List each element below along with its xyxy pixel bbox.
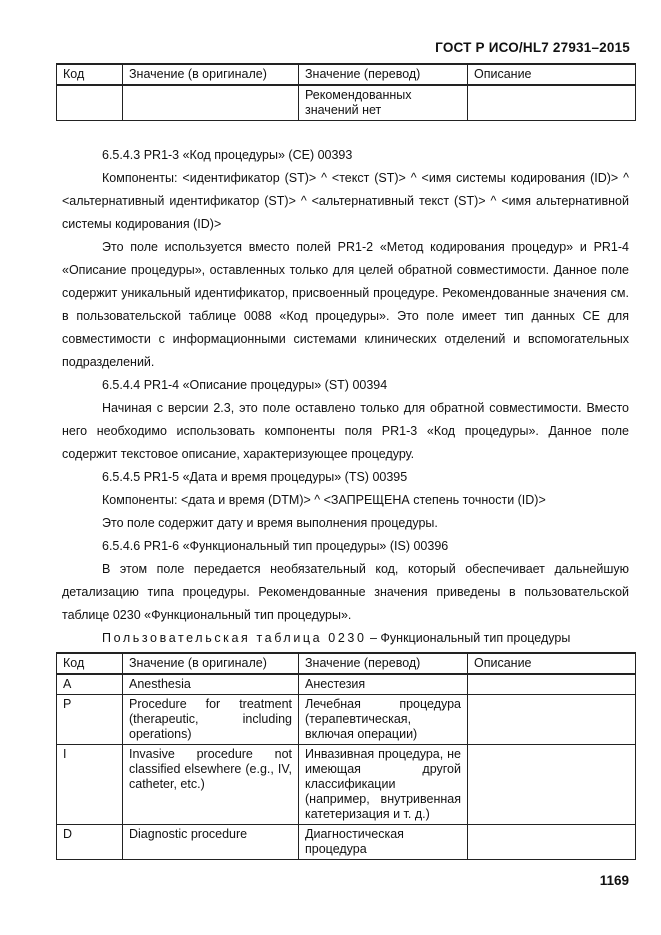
table-row: [57, 695, 636, 745]
table-caption-dash: –: [366, 631, 381, 645]
table-caption-prefix: Пользовательская таблица 0230: [102, 631, 367, 645]
column-header-translation: Значение (перевод): [299, 64, 468, 85]
cell-description: [468, 85, 636, 121]
cell-original: Anesthesia: [123, 674, 299, 695]
cell-translation: Рекомендованных значений нет: [299, 85, 468, 121]
cell-translation: Диагностическая процедура: [299, 825, 468, 860]
paragraph: Начиная с версии 2.3, это поле оставлено только для обратной совместимости. Вместо него необходимо использовать компоненты поля PR1-3 «Код процедуры». Данное поле содержит текстовое описание, характеризующее процедуру.: [62, 401, 629, 461]
section-heading-pr1-4: 6.5.4.4 PR1-4 «Описание процедуры» (ST) 00394: [102, 378, 388, 392]
cell-original: [123, 85, 299, 121]
cell-code: P: [57, 695, 123, 745]
cell-translation: Анестезия: [299, 674, 468, 695]
cell-original: Diagnostic procedure: [123, 825, 299, 860]
column-header-original: Значение (в оригинале): [123, 64, 299, 85]
body-text: [62, 144, 629, 650]
table-row: [57, 825, 636, 860]
table-header-row: [57, 64, 636, 85]
table-caption: [62, 627, 629, 650]
cell-translation: Лечебная процедура (терапевтическая, включая операции): [299, 695, 468, 745]
column-header-description: Описание: [468, 653, 636, 674]
paragraph: Компоненты: <дата и время (DTM)> ^ <ЗАПРЕЩЕНА степень точности (ID)>: [102, 493, 546, 507]
table-0230: [56, 652, 636, 860]
cell-code: I: [57, 745, 123, 825]
cell-description: [468, 674, 636, 695]
paragraph: В этом поле передается необязательный код, который обеспечивает дальнейшую детализацию типа процедуры. Рекомендованные значения приведены в пользовательской таблице 0230 «Функциональный тип процедуры».: [62, 562, 629, 622]
cell-translation: Инвазивная процедура, не имеющая другой классификации (например, внутривенная катетеризация и т. д.): [299, 745, 468, 825]
cell-code: [57, 85, 123, 121]
column-header-code: Код: [57, 653, 123, 674]
table-header-row: [57, 653, 636, 674]
page-number: 1169: [599, 873, 629, 888]
cell-description: [468, 695, 636, 745]
cell-code: A: [57, 674, 123, 695]
cell-description: [468, 745, 636, 825]
table-row: [57, 674, 636, 695]
column-header-original: Значение (в оригинале): [123, 653, 299, 674]
table-caption-name: Функциональный тип процедуры: [380, 631, 571, 645]
top-table: [56, 63, 636, 121]
paragraph: Это поле содержит дату и время выполнения процедуры.: [102, 516, 438, 530]
column-header-description: Описание: [468, 64, 636, 85]
paragraph: Это поле используется вместо полей PR1-2 «Метод кодирования процедур» и PR1-4 «Описание процедуры», оставленных только для целей обратной совместимости. Данное поле содержит уникальный идентификатор, присвоенный процедуре. Рекомендованные значения см. в пользовательской таблице 0088 «Код процедуры». Это поле имеет тип данных CE для совместимости с информационными системами клинических отделений и вспомогательных подразделений.: [62, 240, 629, 369]
paragraph: Компоненты: <идентификатор (ST)> ^ <текст (ST)> ^ <имя системы кодирования (ID)> ^ <альтернативный идентификатор (ST)> ^ <альтернативный текст (ST)> ^ <имя альтернативной системы кодирования (ID)>: [62, 171, 629, 231]
section-heading-pr1-5: 6.5.4.5 PR1-5 «Дата и время процедуры» (TS) 00395: [102, 470, 408, 484]
column-header-code: Код: [57, 64, 123, 85]
section-heading-pr1-3: 6.5.4.3 PR1-3 «Код процедуры» (CE) 00393: [102, 148, 353, 162]
cell-code: D: [57, 825, 123, 860]
table-row: [57, 745, 636, 825]
cell-description: [468, 825, 636, 860]
cell-original: Invasive procedure not classified elsewhere (e.g., IV, catheter, etc.): [123, 745, 299, 825]
cell-original: Procedure for treatment (therapeutic, including operations): [123, 695, 299, 745]
document-header: ГОСТ Р ИСО/HL7 27931–2015: [435, 40, 630, 55]
table-row: [57, 85, 636, 121]
column-header-translation: Значение (перевод): [299, 653, 468, 674]
section-heading-pr1-6: 6.5.4.6 PR1-6 «Функциональный тип процедуры» (IS) 00396: [102, 539, 449, 553]
